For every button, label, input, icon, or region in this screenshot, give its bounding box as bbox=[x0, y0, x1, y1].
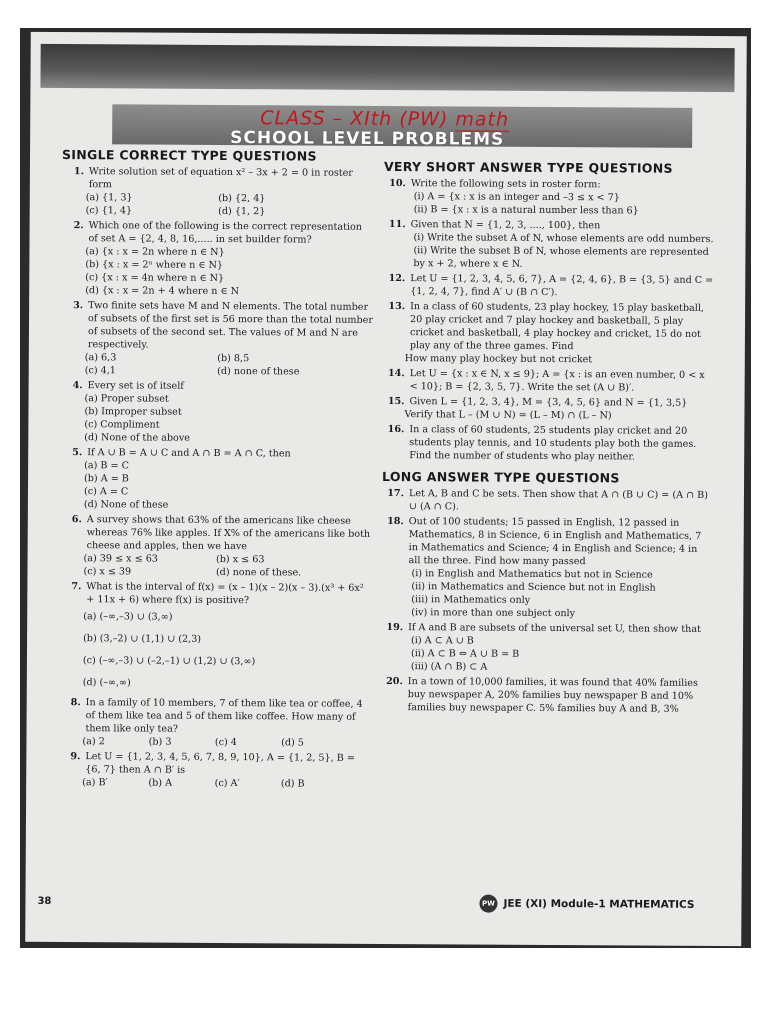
option: (b) A bbox=[148, 777, 173, 789]
option: (d) {x : x = 2n + 4 where n ∈ N bbox=[85, 285, 240, 298]
option: (c) Compliment bbox=[84, 419, 160, 431]
question-11 bbox=[383, 218, 713, 272]
option: (a) 39 ≤ x ≤ 63 bbox=[83, 553, 158, 565]
question-number: 11. bbox=[388, 219, 406, 231]
option: (d) (–∞,∞) bbox=[82, 677, 131, 689]
question-number: 1. bbox=[73, 166, 84, 178]
subpart: (ii) Write the subset B of N, whose elements are represented by x + 2, where x ∈ N. bbox=[413, 245, 709, 270]
question-text: Out of 100 students; 15 passed in English, 12 passed in Mathematics, 8 in Science, 6 in English and Mathematics, 7 in Mathematics and Science; 4 in English and Science; 4 in all the three. Find how many passed bbox=[408, 516, 702, 568]
right-column bbox=[381, 160, 714, 718]
question-6 bbox=[59, 513, 371, 580]
question-text: Write solution set of equation x² – 3x + 2 = 0 in roster form bbox=[88, 166, 353, 191]
left-column bbox=[58, 148, 374, 793]
option: (d) B bbox=[280, 778, 305, 790]
option: (a) {1, 3} bbox=[85, 192, 133, 204]
subpart: (i) Write the subset A of N, whose elements are odd numbers. bbox=[413, 232, 714, 245]
subpart: How many play hockey but not cricket bbox=[404, 353, 593, 366]
question-13 bbox=[383, 300, 713, 367]
option: (c) 4,1 bbox=[84, 365, 116, 377]
question-text: Let U = {1, 2, 3, 4, 5, 6, 7, 8, 9, 10}, A = {1, 2, 5}, B = {6, 7} then A ∩ B′ is bbox=[85, 751, 355, 776]
option: (b) 8,5 bbox=[217, 352, 250, 365]
question-1 bbox=[62, 165, 374, 219]
option: (c) A′ bbox=[214, 777, 240, 790]
question-number: 12. bbox=[388, 273, 406, 285]
page-title: SCHOOL LEVEL PROBLEMS bbox=[230, 128, 505, 150]
option: (a) B′ bbox=[82, 777, 108, 789]
subpart: (i) in English and Mathematics but not in Science bbox=[411, 568, 653, 581]
handwritten-class: CLASS – XIth (PW) bbox=[260, 107, 449, 131]
question-5 bbox=[60, 446, 372, 513]
question-19 bbox=[381, 621, 711, 675]
question-number: 2. bbox=[73, 220, 84, 232]
question-15 bbox=[382, 395, 712, 423]
subpart: (ii) B = {x : x is a natural number less than 6} bbox=[413, 204, 639, 217]
option: (d) 5 bbox=[281, 737, 304, 749]
option: (b) A = B bbox=[84, 473, 129, 485]
option: (a) B = C bbox=[84, 460, 129, 472]
worksheet-page bbox=[25, 32, 747, 946]
option: (d) None of the above bbox=[84, 432, 190, 444]
question-number: 7. bbox=[71, 581, 82, 593]
question-text: In a class of 60 students, 23 play hockey, 15 play basketball, 20 play cricket and 7 play hockey and basketball, 5 play cricket and basketball, 4 play hockey and cricket, 15 do not play any of the three games. Find bbox=[409, 301, 705, 353]
handwritten-note bbox=[260, 107, 509, 131]
module-title: JEE (XI) Module-1 MATHEMATICS bbox=[503, 897, 695, 911]
question-number: 17. bbox=[387, 488, 405, 500]
question-text: Two finite sets have M and N elements. The total number of subsets of the first set is 56 more than the total number of subsets of the second set. The values of M and N are respectively. bbox=[87, 300, 373, 351]
subpart: (i) A = {x : x is an integer and –3 ≤ x < 7} bbox=[413, 191, 620, 204]
question-16 bbox=[382, 423, 712, 464]
question-text: What is the interval of f(x) = (x – 1)(x – 2)(x – 3).(x³ + 6x² + 11x + 6) where f(x) is positive? bbox=[86, 581, 364, 607]
option: (b) {2, 4} bbox=[218, 192, 266, 205]
question-8 bbox=[58, 696, 370, 750]
subpart: (ii) in Mathematics and Science but not in English bbox=[411, 581, 656, 594]
option: (c) A = C bbox=[83, 486, 129, 498]
question-9 bbox=[58, 750, 370, 791]
option: (c) x ≤ 39 bbox=[83, 566, 132, 578]
subpart: (iv) in more than one subject only bbox=[411, 607, 576, 620]
question-number: 14. bbox=[387, 368, 405, 380]
subpart: Verify that L – (M ∪ N) = (L – M) ∩ (L – N) bbox=[404, 409, 612, 422]
option: (a) (–∞,–3) ∪ (3,∞) bbox=[83, 611, 173, 623]
option: (a) Proper subset bbox=[84, 393, 169, 405]
question-3 bbox=[61, 299, 373, 379]
question-text: Write the following sets in roster form: bbox=[410, 178, 601, 191]
option: (c) {1, 4} bbox=[85, 205, 133, 217]
subpart: (ii) A ⊂ B ⇔ A ∪ B = B bbox=[410, 648, 520, 660]
question-text: Let U = {x : x ∈ N, x ≤ 9}; A = {x : is an even number, 0 < x < 10}; B = {2, 3, 5, 7}. Write the set (A ∪ B)′. bbox=[409, 368, 705, 394]
subpart: (i) A ⊂ A ∪ B bbox=[411, 635, 474, 647]
pw-logo-icon: PW bbox=[479, 895, 497, 913]
question-text: In a class of 60 students, 25 students play cricket and 20 students play tennis, and 10 students play both the games. Find the number of students who play neither. bbox=[409, 424, 697, 463]
option: (b) x ≤ 63 bbox=[216, 553, 265, 566]
question-number: 13. bbox=[388, 301, 406, 313]
question-number: 18. bbox=[387, 516, 404, 528]
option: (b) (3,–2) ∪ (1,1) ∪ (2,3) bbox=[83, 633, 202, 645]
question-number: 6. bbox=[71, 514, 82, 526]
option: (b) Improper subset bbox=[84, 406, 182, 418]
question-number: 9. bbox=[70, 751, 81, 763]
question-number: 5. bbox=[72, 447, 83, 459]
question-text: A survey shows that 63% of the americans like cheese whereas 76% like apples. If X% of the americans like both cheese and apples, then we have bbox=[86, 514, 371, 553]
question-text: If A and B are subsets of the universal set U, then show that bbox=[408, 622, 701, 635]
question-4 bbox=[60, 379, 372, 446]
option: (d) none of these. bbox=[215, 566, 302, 579]
section-heading-very-short: VERY SHORT ANSWER TYPE QUESTIONS bbox=[383, 158, 673, 176]
question-number: 8. bbox=[70, 697, 81, 709]
question-text: In a family of 10 members, 7 of them like tea or coffee, 4 of them like tea and 5 of them like coffee. How many of them like only tea? bbox=[85, 697, 363, 735]
question-text: If A ∪ B = A ∪ C and A ∩ B = A ∩ C, then bbox=[87, 447, 291, 460]
option: (d) {1, 2} bbox=[218, 205, 266, 218]
question-text: In a town of 10,000 families, it was found that 40% families buy newspaper A, 20% families buy newspaper B and 10% families buy newspaper C. 5% families buy A and B, 3% bbox=[407, 676, 698, 715]
question-20 bbox=[381, 675, 711, 716]
question-text: Which one of the following is the correct representation of set A = {2, 4, 8, 16,..... in set builder form? bbox=[88, 220, 363, 246]
option: (b) {x : x = 2ⁿ where n ∈ N} bbox=[85, 259, 224, 272]
section-heading-long-answer: LONG ANSWER TYPE QUESTIONS bbox=[382, 468, 620, 486]
option: (c) (–∞,–3) ∪ (–2,–1) ∪ (1,2) ∪ (3,∞) bbox=[82, 655, 256, 668]
option: (c) 4 bbox=[214, 736, 237, 749]
question-number: 19. bbox=[386, 622, 404, 634]
question-12 bbox=[383, 272, 713, 300]
question-number: 4. bbox=[72, 380, 83, 392]
question-14 bbox=[383, 367, 713, 395]
question-number: 10. bbox=[389, 178, 406, 190]
option: (d) none of these bbox=[217, 365, 300, 378]
question-number: 15. bbox=[387, 396, 405, 408]
top-banner bbox=[40, 44, 734, 92]
option: (d) None of these bbox=[83, 499, 169, 511]
option: (a) {x : x = 2n where n ∈ N} bbox=[85, 246, 225, 259]
question-text: Given that N = {1, 2, 3, ...., 100}, then bbox=[410, 219, 601, 232]
question-number: 20. bbox=[386, 676, 403, 688]
question-text: Let U = {1, 2, 3, 4, 5, 6, 7}, A = {2, 4, 6}, B = {3, 5} and C = {1, 2, 4, 7}, find A′ ∪ (B ∩ C′). bbox=[410, 273, 714, 299]
subpart: (iii) in Mathematics only bbox=[411, 594, 531, 606]
question-10 bbox=[384, 177, 714, 218]
question-number: 16. bbox=[387, 424, 405, 436]
question-17 bbox=[382, 487, 712, 515]
option: (b) 3 bbox=[148, 736, 172, 748]
question-text: Every set is of itself bbox=[87, 380, 184, 392]
question-number: 3. bbox=[73, 300, 84, 312]
footer-module bbox=[479, 895, 694, 914]
option: (c) {x : x = 4n where n ∈ N} bbox=[85, 272, 225, 285]
page-number: 38 bbox=[37, 895, 52, 907]
question-text: Let A, B and C be sets. Then show that A ∩ (B ∪ C) = (A ∩ B) ∪ (A ∩ C). bbox=[408, 488, 709, 513]
section-heading-single-correct: SINGLE CORRECT TYPE QUESTIONS bbox=[61, 147, 317, 164]
option: (a) 2 bbox=[82, 736, 105, 748]
subpart: (iii) (A ∩ B) ⊂ A bbox=[410, 661, 488, 673]
question-text: Given L = {1, 2, 3, 4}, M = {3, 4, 5, 6} and N = {1, 3,5} bbox=[409, 396, 688, 409]
question-2 bbox=[61, 219, 373, 299]
option: (a) 6,3 bbox=[84, 352, 117, 364]
question-7 bbox=[59, 580, 372, 696]
handwritten-subject: math bbox=[455, 108, 510, 131]
question-18 bbox=[381, 515, 712, 621]
